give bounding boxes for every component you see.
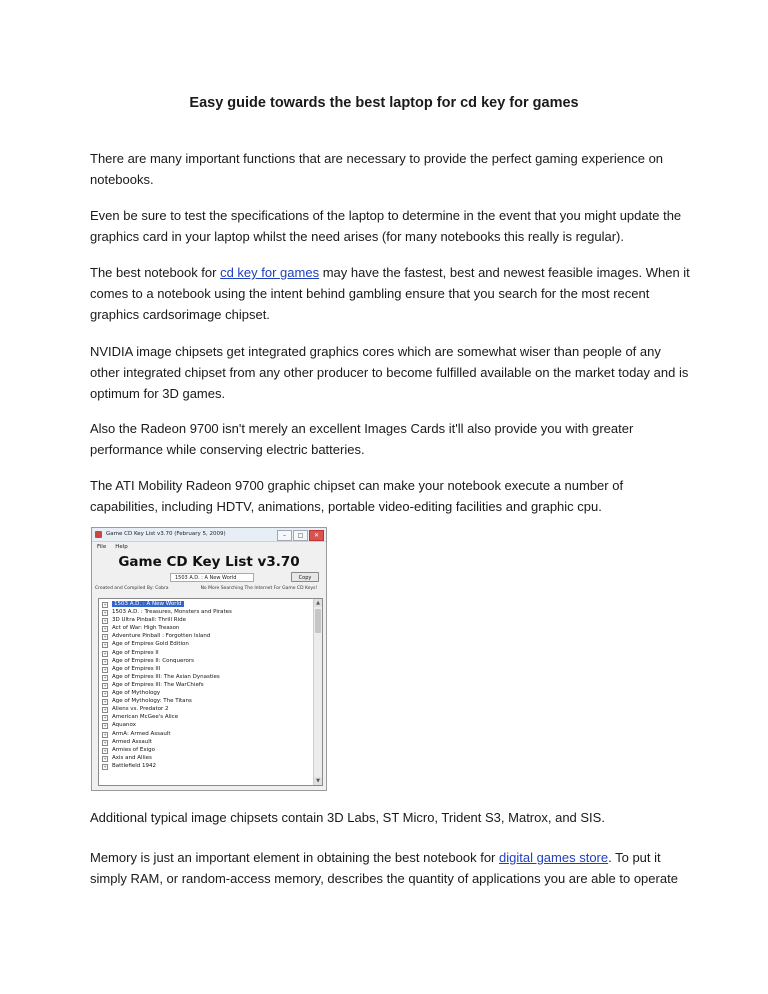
cd-key-link[interactable]: cd key for games [220, 265, 320, 280]
game-list-item-label: Age of Empires III: The Asian Dynasties [112, 673, 220, 680]
list-scrollbar [313, 599, 322, 785]
menu-help: Help [115, 544, 128, 550]
game-list-item [99, 754, 313, 762]
expand-icon: + [103, 642, 107, 648]
expand-icon: + [103, 715, 107, 721]
game-list-item-label: Act of War: High Treason [112, 625, 180, 632]
copy-button: Copy [291, 572, 319, 582]
game-list-item [99, 705, 313, 713]
window-titlebar [92, 528, 326, 542]
paragraph-7: Additional typical image chipsets contain 3D Labs, ST Micro, Trident S3, Matrox, and SIS. [90, 810, 605, 825]
expand-icon: + [103, 650, 107, 656]
game-list-item-label: Age of Empires II [112, 649, 159, 656]
game-list-item [99, 649, 313, 657]
scroll-thumb [315, 609, 321, 633]
expand-icon: + [103, 731, 107, 737]
selection-row [92, 572, 326, 584]
game-list-item-label: Age of Empires III: The WarChiefs [112, 681, 204, 688]
game-list-item-label: Age of Mythology [112, 690, 161, 697]
expand-icon: + [103, 666, 107, 672]
expand-icon: + [103, 674, 107, 680]
expand-icon: + [103, 602, 107, 607]
expand-icon: + [103, 763, 107, 769]
maximize-icon: □ [293, 530, 308, 541]
expand-icon: + [103, 747, 107, 753]
expand-icon: + [103, 682, 107, 688]
game-cd-key-list-screenshot [91, 527, 327, 791]
credit-left: Created and Compiled By: Cobra [95, 586, 169, 591]
window-controls [277, 530, 324, 541]
game-list-item [99, 689, 313, 697]
scroll-down-icon: ▼ [314, 777, 322, 785]
selected-game-field: 1503 A.D. : A New World [170, 573, 254, 582]
game-list-item [99, 730, 313, 738]
paragraph-3-text-end: may have the fastest, best and newest feasible images. When it comes to a notebook using the intent behind gambling ensure that you search for the most recent graphics cardsorimage chipset. [90, 265, 690, 322]
game-list-item-label: 3D Ultra Pinball: Thrill Ride [112, 617, 186, 624]
game-list-item [99, 721, 313, 729]
game-list-item [99, 697, 313, 705]
game-list-item-label: Armies of Exigo [112, 746, 155, 753]
expand-icon: + [103, 699, 107, 705]
digital-games-store-link[interactable]: digital games store [499, 850, 609, 865]
game-list-item [99, 673, 313, 681]
game-list-item-label: 1503 A.D. : A New World [114, 601, 182, 607]
expand-icon: + [103, 707, 107, 713]
game-list-item-label: ArmA: Armed Assault [112, 730, 171, 737]
paragraph-8-text-start: Memory is just an important element in obtaining the best notebook for [90, 850, 499, 865]
paragraph-5: Also the Radeon 9700 isn't merely an excellent Images Cards it'll also provide you with greater performance while conserving electric batteries. [90, 421, 634, 457]
paragraph-4: NVIDIA image chipsets get integrated graphics cores which are somewhat wiser than people of any other integrated chipset from any other producer to become fulfilled available on the market today and is optimum for 3D games. [90, 344, 689, 401]
expand-icon: + [103, 658, 107, 664]
scroll-up-icon: ▲ [314, 599, 322, 607]
game-list [98, 598, 323, 786]
close-icon: ✕ [309, 530, 324, 541]
game-list-item [99, 632, 313, 640]
game-list-item [99, 657, 313, 665]
game-list-item [99, 608, 313, 616]
game-list-item [99, 713, 313, 721]
game-list-item [99, 624, 313, 632]
game-list-item-label: Age of Empires III [112, 665, 161, 672]
window-menu-bar [92, 542, 326, 552]
window-title: Game CD Key List v3.70 (February 5, 2009) [106, 531, 226, 537]
expand-icon: + [103, 634, 107, 640]
game-list-item-label: Age of Empires II: Conquerors [112, 657, 194, 664]
game-list-item [99, 640, 313, 648]
game-list-item [99, 762, 313, 770]
paragraph-8-text-end: . To put it simply RAM, or random-access memory, describes the quantity of applications you are able to operate [90, 850, 678, 886]
game-list-item-label: Aliens vs. Predator 2 [112, 706, 169, 713]
game-list-item-label: Armed Assault [112, 738, 152, 745]
expand-icon: + [103, 723, 107, 729]
game-list-item [99, 665, 313, 673]
app-icon [95, 531, 102, 538]
game-list-item-label: Axis and Allies [112, 754, 152, 761]
paragraph-1: There are many important functions that are necessary to provide the perfect gaming experience on notebooks. [90, 151, 664, 187]
game-list-item [99, 746, 313, 754]
game-list-item [99, 681, 313, 689]
game-list-item-label: 1503 A.D. : Treasures, Monsters and Pirates [112, 609, 232, 616]
game-list-item-label: Adventure Pinball : Forgotten Island [112, 633, 211, 640]
game-list-item-label: Aquanox [112, 722, 136, 729]
credits-row [92, 584, 326, 593]
document-title: Easy guide towards the best laptop for cd key for games [189, 95, 579, 111]
game-list-item [99, 600, 313, 608]
paragraph-6: The ATI Mobility Radeon 9700 graphic chipset can make your notebook execute a number of capabilities, including HDTV, animations, portable video-editing facilities and graphic cpu. [90, 478, 624, 514]
expand-icon: + [103, 610, 107, 616]
game-list-item-label: Battlefield 1942 [112, 762, 156, 769]
paragraph-8 [90, 847, 690, 889]
game-list-item [99, 738, 313, 746]
expand-icon: + [103, 755, 107, 761]
menu-file: File [97, 544, 107, 550]
window-header: Game CD Key List v3.70 [118, 554, 300, 570]
paragraph-2: Even be sure to test the specifications of the laptop to determine in the event that you might update the graphics card in your laptop whilst the need arises (for many notebooks this really is regular). [90, 208, 682, 244]
game-list-item-label: Age of Mythology: The Titans [112, 698, 192, 705]
game-list-item-label: American McGee's Alice [112, 714, 179, 721]
expand-icon: + [103, 691, 107, 697]
game-list-item-label: Age of Empires Gold Edition [112, 641, 189, 648]
paragraph-3 [90, 262, 690, 325]
expand-icon: + [103, 739, 107, 745]
expand-icon: + [103, 626, 107, 632]
expand-icon: + [103, 618, 107, 624]
credit-right: No More Searching The Internet For Game CD Keys! [200, 586, 318, 591]
game-list-item [99, 616, 313, 624]
game-list-items [99, 600, 313, 770]
paragraph-3-text-start: The best notebook for [90, 265, 221, 280]
minimize-icon: – [277, 530, 292, 541]
